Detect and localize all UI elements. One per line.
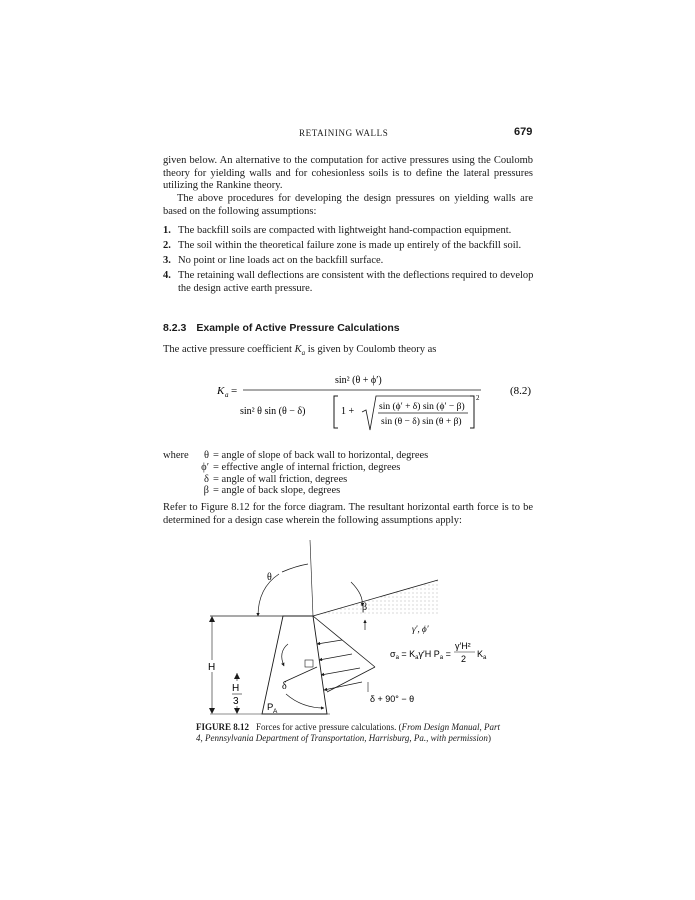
section-heading (163, 322, 400, 334)
pressure-arrow (319, 654, 352, 660)
definition-symbol: δ (204, 473, 209, 485)
equation-exponent: 2 (476, 394, 480, 402)
section-number: 8.2.3 (163, 322, 187, 334)
list-item-number: 2. (163, 240, 171, 252)
vertical-reference-line (310, 540, 313, 616)
list-item-number: 1. (163, 225, 171, 236)
retaining-wall (262, 616, 327, 714)
list-item-number: 4. (163, 270, 171, 282)
pressure-arrow (324, 682, 362, 690)
equation-one-plus: 1 + (341, 406, 355, 417)
equation-lhs-sub: a (225, 391, 229, 399)
equation-number: (8.2) (510, 385, 532, 397)
fraction-denominator: 2 (461, 654, 467, 664)
section-title: Example of Active Pressure Calculations (196, 322, 400, 334)
definition-symbol: β (203, 485, 209, 497)
definition-text: = angle of slope of back wall to horizontal, degrees (213, 450, 429, 461)
wedge-angle-label: δ + 90° − θ (370, 694, 415, 704)
figure-8-12 (200, 540, 500, 720)
left-bracket (334, 396, 338, 428)
third-height-denominator: 3 (233, 696, 239, 707)
equation-8-2 (200, 366, 540, 436)
where-label: where (163, 450, 189, 461)
list-item-text: The retaining wall deflections are consistent with the deflections required to develop the design active earth pressure. (178, 270, 534, 294)
pa-sub: A (273, 708, 278, 715)
caption-from: From (401, 722, 422, 732)
right-bracket (470, 396, 474, 428)
assumptions-list (163, 225, 535, 298)
pressure-arrow (317, 640, 342, 644)
list-item (163, 240, 535, 253)
definition-symbol: ϕ′ (201, 461, 209, 473)
running-header: RETAINING WALLS (299, 128, 389, 138)
equation-denominator-lead: sin² θ sin (θ − δ) (240, 406, 306, 417)
coefficient-sentence: The active pressure coefficient $K_a$ is given by Coulomb theory as (163, 344, 437, 358)
definition-text: = angle of back slope, degrees (213, 485, 341, 497)
list-item (163, 225, 535, 238)
list-item-text: No point or line loads act on the backfill surface. (178, 255, 384, 267)
height-arrow-top (209, 616, 215, 622)
beta-label: β (362, 602, 368, 613)
inner-denominator: sin (θ − δ) sin (θ + β) (381, 417, 462, 427)
fraction-numerator: γ′H² (455, 641, 471, 651)
figure-caption: FIGURE 8.12 Forces for active pressure calculations. (From Design Manual, Part 4, Pennsylvania Department of Transportation, Harrisburg, Pa., with permission) (196, 722, 501, 743)
lower-angle-arc (286, 694, 324, 708)
refer-paragraph: Refer to Figure 8.12 for the force diagram. The resultant horizontal earth force is to be determined for a design case wherein the following assumptions apply: (163, 502, 533, 526)
equation-lhs: K (217, 385, 225, 397)
definition-symbol: θ (203, 450, 209, 461)
third-height-numerator: H (232, 683, 240, 694)
third-height-arrow-top (234, 673, 240, 679)
caption-text: Forces for active pressure calculations. ( (255, 722, 402, 732)
page-number: 679 (514, 126, 533, 138)
list-item-number: 3. (163, 255, 171, 267)
sigma-label: $\sigma_a = K_a\gamma'H$ $P_a$ = (390, 649, 451, 661)
ka-label: $K_a$ (477, 649, 487, 661)
list-item (163, 255, 535, 268)
caption-source: Design Manual, Part 4, Pennsylvania Department of Transportation, Harrisburg, Pa., with permission (196, 722, 501, 743)
right-angle-marker (305, 660, 313, 667)
pa-label: P (267, 702, 274, 713)
delta-label: δ (282, 681, 287, 692)
list-item (163, 270, 535, 295)
equation-equals: = (231, 385, 238, 397)
equation-numerator: sin² (θ + ϕ′) (335, 375, 382, 386)
definition-text: = effective angle of internal friction, degrees (213, 461, 401, 473)
theta-label: θ (267, 572, 272, 583)
definition-text: = angle of wall friction, degrees (213, 473, 348, 485)
intro-paragraph-2: The above procedures for developing the design pressures on yielding walls are based on the following assumptions: (163, 193, 533, 217)
delta-arc (282, 644, 288, 666)
theta-arc-right (282, 564, 308, 572)
inner-numerator: sin (ϕ′ + δ) sin (ϕ′ − β) (379, 402, 465, 412)
list-item-text: The backfill soils are compacted with lightweight hand-compaction equipment. (178, 225, 512, 236)
caption-label: FIGURE 8.12 (196, 722, 250, 732)
soil-parameters-label: γ′, ϕ′ (412, 624, 429, 634)
resultant-force-line (284, 667, 317, 682)
ka-symbol: K (294, 344, 302, 355)
pressure-arrow (321, 668, 360, 675)
list-item-text: The soil within the theoretical failure zone is made up entirely of the backfill soil. (178, 240, 522, 252)
height-label: H (208, 662, 216, 673)
third-height-arrow-bottom (234, 708, 240, 714)
intro-paragraph-1: given below. An alternative to the computation for active pressures using the Coulomb theory for yielding walls and for cohesionless soils is to define the lateral pressures utilizing the Rankine theory. (163, 155, 533, 192)
height-arrow-bottom (209, 708, 215, 714)
